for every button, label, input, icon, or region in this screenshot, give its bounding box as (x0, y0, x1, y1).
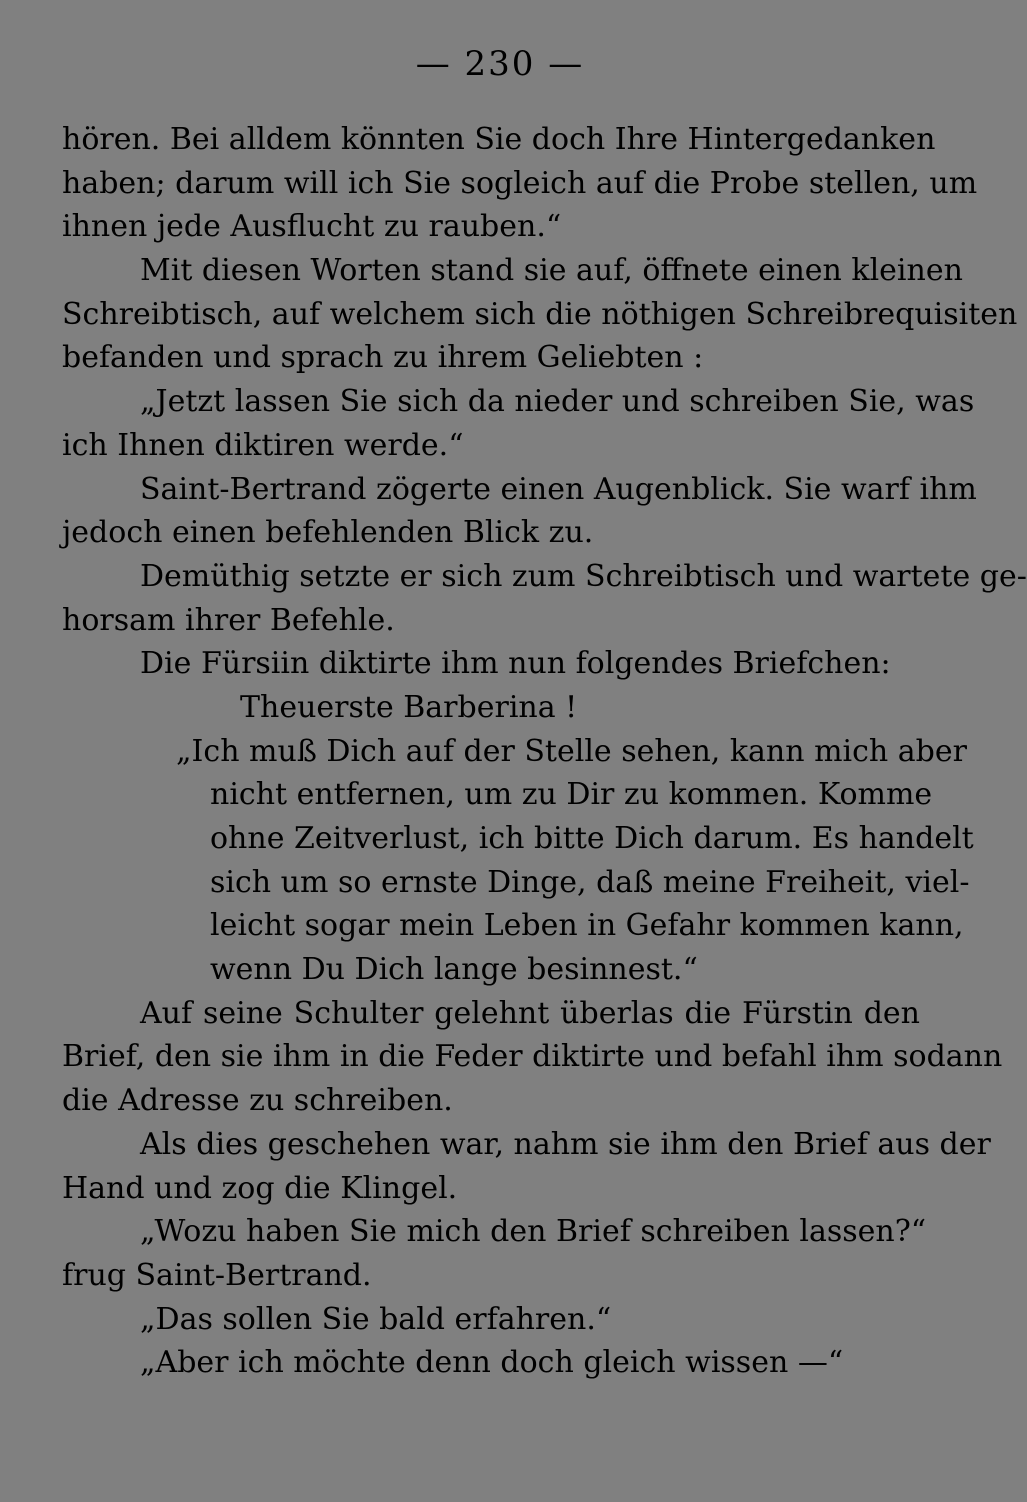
text-line: Auf seine Schulter gelehnt überlas die Fürstin den (140, 995, 920, 1031)
text-line: Demüthig setzte er sich zum Schreibtisch und wartete ge- (140, 558, 1027, 594)
letter-line: sich um so ernste Dinge, daß meine Freiheit, viel- (210, 864, 970, 900)
text-line: frug Saint-Bertrand. (62, 1257, 372, 1293)
letter-line: nicht entfernen, um zu Dir zu kommen. Komme (210, 777, 933, 813)
text-line: „Aber ich möchte denn doch gleich wissen —“ (140, 1345, 844, 1381)
letter-line: leicht sogar mein Leben in Gefahr kommen kann, (210, 908, 964, 944)
text-line: haben; darum will ich Sie sogleich auf die Probe stellen, um (62, 165, 978, 201)
text-line: hören. Bei alldem könnten Sie doch Ihre Hintergedanken (62, 122, 936, 157)
text-line: Mit diesen Worten stand sie auf, öffnete einen kleinen (140, 253, 963, 289)
body-text (62, 118, 1027, 1385)
letter-line: „Ich muß Dich auf der Stelle sehen, kann mich aber (176, 733, 967, 769)
letter-salutation: Theuerste Barberina ! (240, 689, 578, 725)
text-line: horsam ihrer Befehle. (62, 602, 395, 638)
text-line: Als dies geschehen war, nahm sie ihm den Brief aus der (140, 1126, 991, 1162)
letter-line: wenn Du Dich lange besinnest.“ (210, 952, 698, 988)
text-line: jedoch einen befehlenden Blick zu. (62, 515, 594, 551)
text-line: die Adresse zu schreiben. (62, 1083, 453, 1119)
text-line: ich Ihnen diktiren werde.“ (62, 427, 464, 463)
text-line: Saint-Bertrand zögerte einen Augenblick. Sie warf ihm (140, 471, 977, 507)
text-line: Brief, den sie ihm in die Feder diktirte und befahl ihm sodann (62, 1039, 1003, 1075)
text-line: „Das sollen Sie bald erfahren.“ (140, 1301, 612, 1337)
page-number: — 230 — (415, 44, 585, 84)
text-line: Schreibtisch, auf welchem sich die nöthigen Schreibrequisiten (62, 296, 1018, 332)
letter-line: ohne Zeitverlust, ich bitte Dich darum. Es handelt (210, 821, 974, 856)
text-line: befanden und sprach zu ihrem Geliebten : (62, 340, 704, 376)
text-line: ihnen jede Ausflucht zu rauben.“ (62, 209, 562, 245)
text-line: Die Fürsiin diktirte ihm nun folgendes Briefchen: (140, 646, 891, 682)
text-line: Hand und zog die Klingel. (62, 1170, 458, 1206)
text-line: „Wozu haben Sie mich den Brief schreiben lassen?“ (140, 1214, 927, 1250)
text-line: „Jetzt lassen Sie sich da nieder und schreiben Sie, was (140, 384, 975, 420)
